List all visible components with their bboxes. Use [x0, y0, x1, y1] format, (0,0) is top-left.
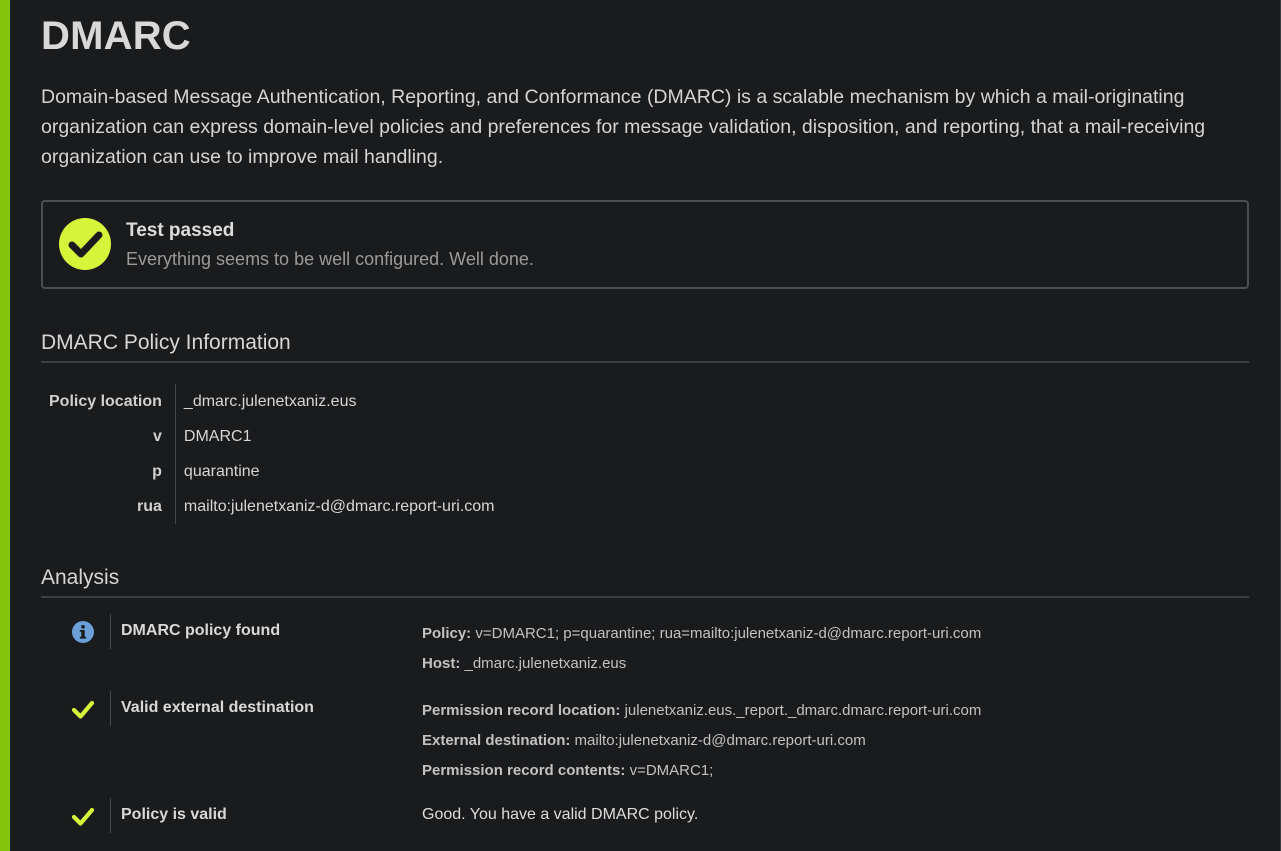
analysis-item-details: [422, 619, 981, 679]
detail-value: mailto:julenetxaniz-d@dmarc.report-uri.com: [574, 732, 866, 749]
policy-value: mailto:julenetxaniz-d@dmarc.report-uri.com: [183, 497, 495, 515]
analysis-item-details: [422, 696, 981, 786]
detail-label: Policy:: [422, 625, 472, 642]
check-circle-icon: [59, 218, 111, 270]
detail-label: Permission record location:: [422, 702, 621, 719]
accent-bar: [0, 0, 10, 851]
analysis-separator: [110, 691, 111, 726]
detail-value: v=DMARC1; p=quarantine; rua=mailto:julenetxaniz-d@dmarc.report-uri.com: [475, 625, 982, 642]
policy-row-rua: [41, 489, 495, 524]
policy-info-heading: DMARC Policy Information: [41, 331, 1249, 363]
detail-line: [422, 726, 981, 756]
analysis-item-title: Valid external destination: [121, 699, 314, 716]
policy-value: _dmarc.julenetxaniz.eus: [183, 392, 357, 410]
result-title: Test passed: [126, 220, 235, 241]
detail-label: Host:: [422, 655, 461, 672]
page-title: DMARC: [41, 14, 191, 58]
detail-label: Permission record contents:: [422, 762, 626, 779]
analysis-item-text: Good. You have a valid DMARC policy.: [422, 806, 699, 823]
detail-value: v=DMARC1;: [629, 762, 714, 779]
policy-key: rua: [41, 489, 175, 524]
result-subtitle: Everything seems to be well configured. Well done.: [126, 249, 534, 269]
analysis-item-title: Policy is valid: [121, 806, 227, 823]
policy-key: p: [41, 454, 175, 489]
analysis-heading: Analysis: [41, 566, 1249, 598]
detail-line: [422, 756, 981, 786]
test-result-box: [41, 200, 1249, 289]
detail-line: [422, 619, 981, 649]
analysis-separator: [110, 798, 111, 833]
policy-row-location: [41, 384, 495, 419]
detail-value: julenetxaniz.eus._report._dmarc.dmarc.report-uri.com: [624, 702, 982, 719]
analysis-item-title: DMARC policy found: [121, 622, 281, 639]
policy-row-p: [41, 454, 495, 489]
policy-key: Policy location: [41, 384, 175, 419]
policy-row-v: [41, 419, 495, 454]
policy-info-table: [41, 384, 495, 524]
check-icon: [71, 697, 95, 721]
info-icon: [71, 620, 95, 644]
policy-value: DMARC1: [183, 427, 252, 445]
policy-value: quarantine: [183, 462, 260, 480]
detail-label: External destination:: [422, 732, 571, 749]
analysis-separator: [110, 614, 111, 649]
check-icon: [71, 804, 95, 828]
detail-line: [422, 696, 981, 726]
policy-key: v: [41, 419, 175, 454]
detail-line: [422, 649, 981, 679]
intro-text: Domain-based Message Authentication, Reporting, and Conformance (DMARC) is a scalable mechanism by which a mail-originating organization can express domain-level policies and preferences for message validation, disposition, and reporting, that a mail-receiving organization can use to improve mail handling.: [41, 86, 1206, 168]
detail-value: _dmarc.julenetxaniz.eus: [464, 655, 627, 672]
